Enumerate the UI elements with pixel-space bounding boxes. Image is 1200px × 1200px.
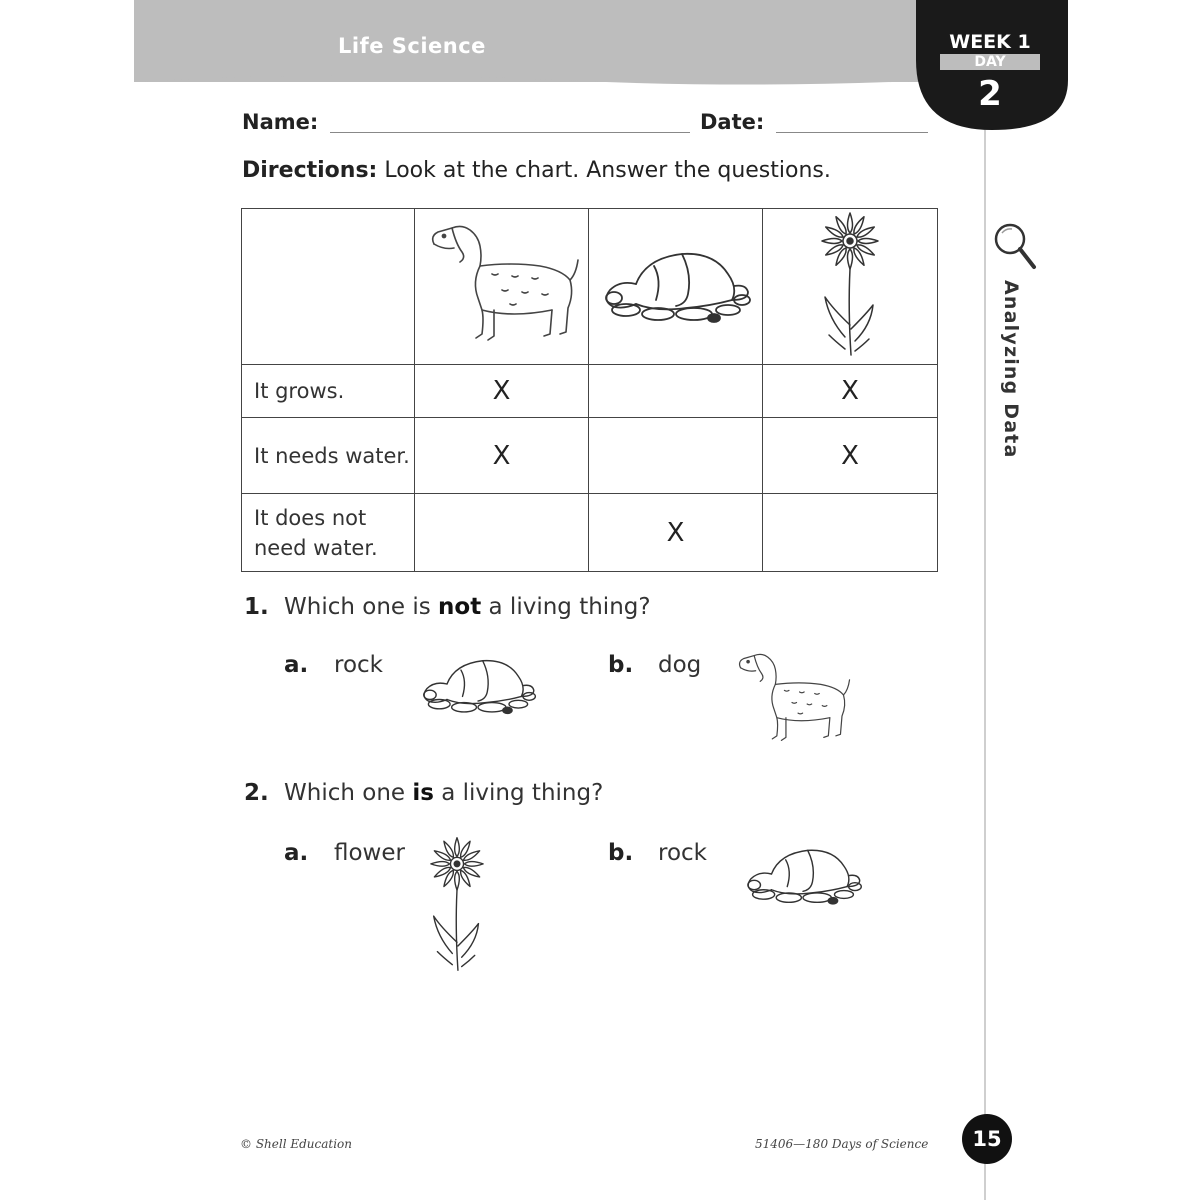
answer-option-1b[interactable] bbox=[608, 652, 701, 678]
footer-book-title: 51406—180 Days of Science bbox=[755, 1137, 929, 1151]
question-1 bbox=[244, 594, 651, 620]
mark-cell[interactable] bbox=[589, 365, 763, 418]
row-label: It needs water. bbox=[242, 418, 415, 494]
dog-picture bbox=[422, 214, 582, 354]
question-number: 1. bbox=[244, 594, 269, 620]
question-2 bbox=[244, 780, 603, 806]
option-letter: a. bbox=[284, 840, 309, 866]
table-header-rock bbox=[589, 209, 763, 365]
answer-option-1a[interactable] bbox=[284, 652, 383, 678]
mark-cell[interactable]: X bbox=[589, 494, 763, 572]
mark-cell[interactable] bbox=[415, 494, 589, 572]
answer-option-2a[interactable] bbox=[284, 840, 405, 866]
flower-picture bbox=[815, 209, 885, 359]
week-label: WEEK 1 bbox=[949, 31, 1031, 53]
option-text: rock bbox=[334, 652, 383, 678]
mark-cell[interactable] bbox=[589, 418, 763, 494]
option-letter: a. bbox=[284, 652, 309, 678]
question-text-post: a living thing? bbox=[433, 780, 604, 806]
magnifying-glass-icon bbox=[990, 219, 1038, 271]
table-row bbox=[242, 494, 938, 572]
table-header-dog bbox=[415, 209, 589, 365]
day-label: DAY bbox=[940, 54, 1040, 70]
question-text-pre: Which one bbox=[284, 780, 413, 806]
side-tab-label: Analyzing Data bbox=[1000, 280, 1022, 459]
page-number: 15 bbox=[962, 1114, 1012, 1164]
table-row bbox=[242, 365, 938, 418]
question-emphasis: not bbox=[438, 594, 482, 620]
question-text-pre: Which one is bbox=[284, 594, 439, 620]
table-corner-cell bbox=[242, 209, 415, 365]
header-wave-shape bbox=[134, 60, 974, 100]
side-tab-divider bbox=[984, 130, 986, 1200]
option-letter: b. bbox=[608, 840, 634, 866]
date-field[interactable] bbox=[776, 132, 928, 133]
option-text: dog bbox=[658, 652, 702, 678]
name-label: Name: bbox=[242, 110, 319, 134]
rock-picture bbox=[416, 650, 540, 718]
section-title: Life Science bbox=[338, 34, 486, 58]
question-text-post: a living thing? bbox=[481, 594, 651, 620]
mark-cell[interactable]: X bbox=[763, 365, 938, 418]
name-field[interactable] bbox=[330, 132, 690, 133]
row-label: It does not need water. bbox=[242, 494, 415, 572]
directions bbox=[242, 158, 831, 183]
day-number: 2 bbox=[978, 74, 1002, 114]
option-letter: b. bbox=[608, 652, 634, 678]
data-chart-table bbox=[241, 208, 938, 572]
rock-picture bbox=[740, 840, 866, 908]
mark-cell[interactable]: X bbox=[415, 418, 589, 494]
table-row bbox=[242, 418, 938, 494]
option-text: flower bbox=[334, 840, 405, 866]
row-label: It grows. bbox=[242, 365, 415, 418]
question-emphasis: is bbox=[412, 780, 434, 806]
mark-cell[interactable] bbox=[763, 494, 938, 572]
flower-picture bbox=[422, 834, 492, 974]
question-number: 2. bbox=[244, 780, 269, 806]
answer-option-2b[interactable] bbox=[608, 840, 707, 866]
mark-cell[interactable]: X bbox=[415, 365, 589, 418]
option-text: rock bbox=[658, 840, 707, 866]
table-header-row bbox=[242, 209, 938, 365]
date-label: Date: bbox=[700, 110, 765, 134]
directions-heading: Directions: bbox=[242, 158, 378, 183]
dog-picture bbox=[730, 645, 854, 751]
table-header-flower bbox=[763, 209, 938, 365]
footer-copyright: © Shell Education bbox=[240, 1137, 353, 1151]
directions-text: Look at the chart. Answer the questions. bbox=[377, 158, 831, 183]
mark-cell[interactable]: X bbox=[763, 418, 938, 494]
rock-picture bbox=[596, 244, 756, 324]
